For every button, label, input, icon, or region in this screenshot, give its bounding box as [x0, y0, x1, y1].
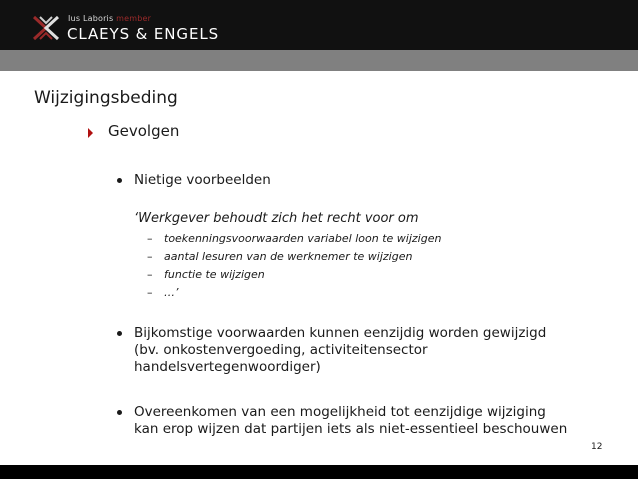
header-bar — [0, 0, 638, 50]
claeys-engels-logo-icon — [32, 15, 60, 41]
footer-bar — [0, 465, 638, 479]
red-arrow-bullet-icon — [88, 128, 93, 138]
bullet-item: Nietige voorbeelden — [134, 172, 271, 188]
sub-item: toekenningsvoorwaarden variabel loon te wijzigen — [164, 232, 442, 245]
bullet-dot-icon — [117, 178, 122, 183]
slide-title: Wijzigingsbeding — [34, 88, 178, 108]
quote-intro: ‘Werkgever behoudt zich het recht voor om — [134, 211, 419, 226]
level1-heading: Gevolgen — [108, 122, 180, 140]
sub-item: aantal lesuren van de werknemer te wijzigen — [164, 250, 413, 263]
dash-marker: – — [147, 286, 153, 299]
page-number: 12 — [591, 442, 603, 452]
bullet-dot-icon — [117, 410, 122, 415]
logo-tagline: Ius Laboris member — [68, 14, 152, 23]
logo-wordmark: CLAEYS & ENGELS — [67, 25, 220, 43]
dash-marker: – — [147, 232, 153, 245]
dash-marker: – — [147, 268, 153, 281]
bullet-item: Overeenkomen van een mogelijkheid tot eenzijdige wijziging kan erop wijzen dat partijen iets als niet-essentieel beschouwen — [134, 404, 568, 437]
bullet-item: Bijkomstige voorwaarden kunnen eenzijdig worden gewijzigd (bv. onkostenvergoeding, activiteitensector handelsvertegenwoordiger) — [134, 325, 547, 375]
dash-marker: – — [147, 250, 153, 263]
sub-item: functie te wijzigen — [164, 268, 265, 281]
bullet-dot-icon — [117, 331, 122, 336]
header-band — [0, 50, 638, 71]
sub-item: …’ — [164, 286, 179, 299]
